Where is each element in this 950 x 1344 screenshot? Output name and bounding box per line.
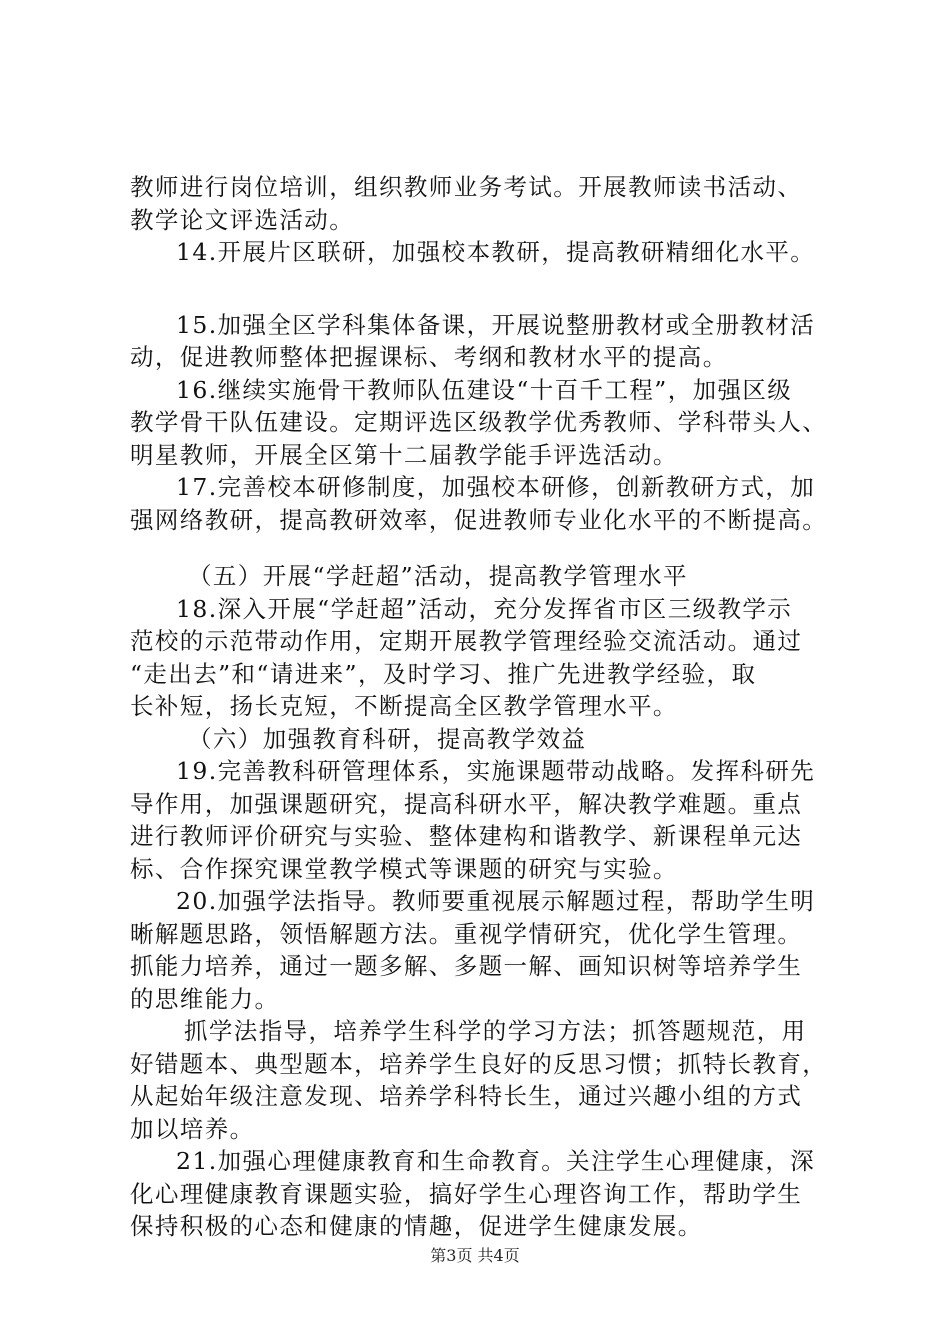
text-line: 进行教师评价研究与实验、整体建构和谐教学、新课程单元达 xyxy=(130,822,803,850)
page-footer: 第3页 共4页 xyxy=(430,1246,520,1265)
text-line: 教学骨干队伍建设。定期评选区级教学优秀教师、学科带头人、 xyxy=(130,408,828,436)
text-line: 晰解题思路，领悟解题方法。重视学情研究，优化学生管理。 xyxy=(130,919,803,948)
text-line: 加以培养。 xyxy=(130,1114,255,1143)
text-line: 明星教师，开展全区第十二届教学能手评选活动。 xyxy=(130,440,678,469)
text-line: 保持积极的心态和健康的情趣，促进学生健康发展。 xyxy=(130,1212,703,1240)
text-line: 导作用，加强课题研究，提高科研水平，解决教学难题。重点 xyxy=(130,789,803,818)
text-line: 的思维能力。 xyxy=(130,984,280,1013)
text-line: 长补短，扬长克短，不断提高全区教学管理水平。 xyxy=(130,692,678,720)
paragraph-17: 17.完善校本研修制度，加强校本研修，创新教研方式，加 xyxy=(176,473,816,501)
section-heading-5: （五）开展“学赶超”活动，提高教学管理水平 xyxy=(188,562,688,590)
paragraph-study-method: 抓学法指导，培养学生科学的学习方法；抓答题规范，用 xyxy=(184,1017,807,1045)
text-line: 强网络教研，提高教研效率，促进教师专业化水平的不断提高。 xyxy=(130,505,828,534)
document-body xyxy=(130,171,830,1243)
text-line: 抓能力培养，通过一题多解、多题一解、画知识树等培养学生 xyxy=(130,952,803,980)
section-heading-6: （六）加强教育科研，提高教学效益 xyxy=(188,724,587,753)
paragraph-19: 19.完善教科研管理体系，实施课题带动战略。发挥科研先 xyxy=(176,757,816,785)
text-line: 从起始年级注意发现、培养学科特长生，通过兴趣小组的方式 xyxy=(130,1082,803,1110)
text-line: 教师进行岗位培训，组织教师业务考试。开展教师读书活动、 xyxy=(130,173,803,201)
paragraph-15: 15.加强全区学科集体备课，开展说整册教材或全册教材活 xyxy=(176,310,816,339)
paragraph-14: 14.开展片区联研，加强校本教研，提高教研精细化水平。 xyxy=(176,238,816,266)
paragraph-20: 20.加强学法指导。教师要重视展示解题过程，帮助学生明 xyxy=(176,887,816,915)
text-line: 动，促进教师整体把握课标、考纲和教材水平的提高。 xyxy=(130,343,728,371)
paragraph-16: 16.继续实施骨干教师队伍建设“十百千工程”，加强区级 xyxy=(176,375,793,404)
text-line: 好错题本、典型题本，培养学生良好的反思习惯；抓特长教育， xyxy=(130,1049,828,1078)
text-line: 标、合作探究课堂教学模式等课题的研究与实验。 xyxy=(130,854,678,883)
text-line: 化心理健康教育课题实验，搞好学生心理咨询工作，帮助学生 xyxy=(130,1179,803,1208)
text-line: 教学论文评选活动。 xyxy=(130,205,355,234)
text-line: 范校的示范带动作用，定期开展教学管理经验交流活动。通过 xyxy=(130,627,803,655)
paragraph-21: 21.加强心理健康教育和生命教育。关注学生心理健康，深 xyxy=(176,1147,816,1175)
text-line: “走出去”和“请进来”，及时学习、推广先进教学经验，取 xyxy=(130,659,757,688)
paragraph-18: 18.深入开展“学赶超”活动，充分发挥省市区三级教学示 xyxy=(176,594,793,623)
